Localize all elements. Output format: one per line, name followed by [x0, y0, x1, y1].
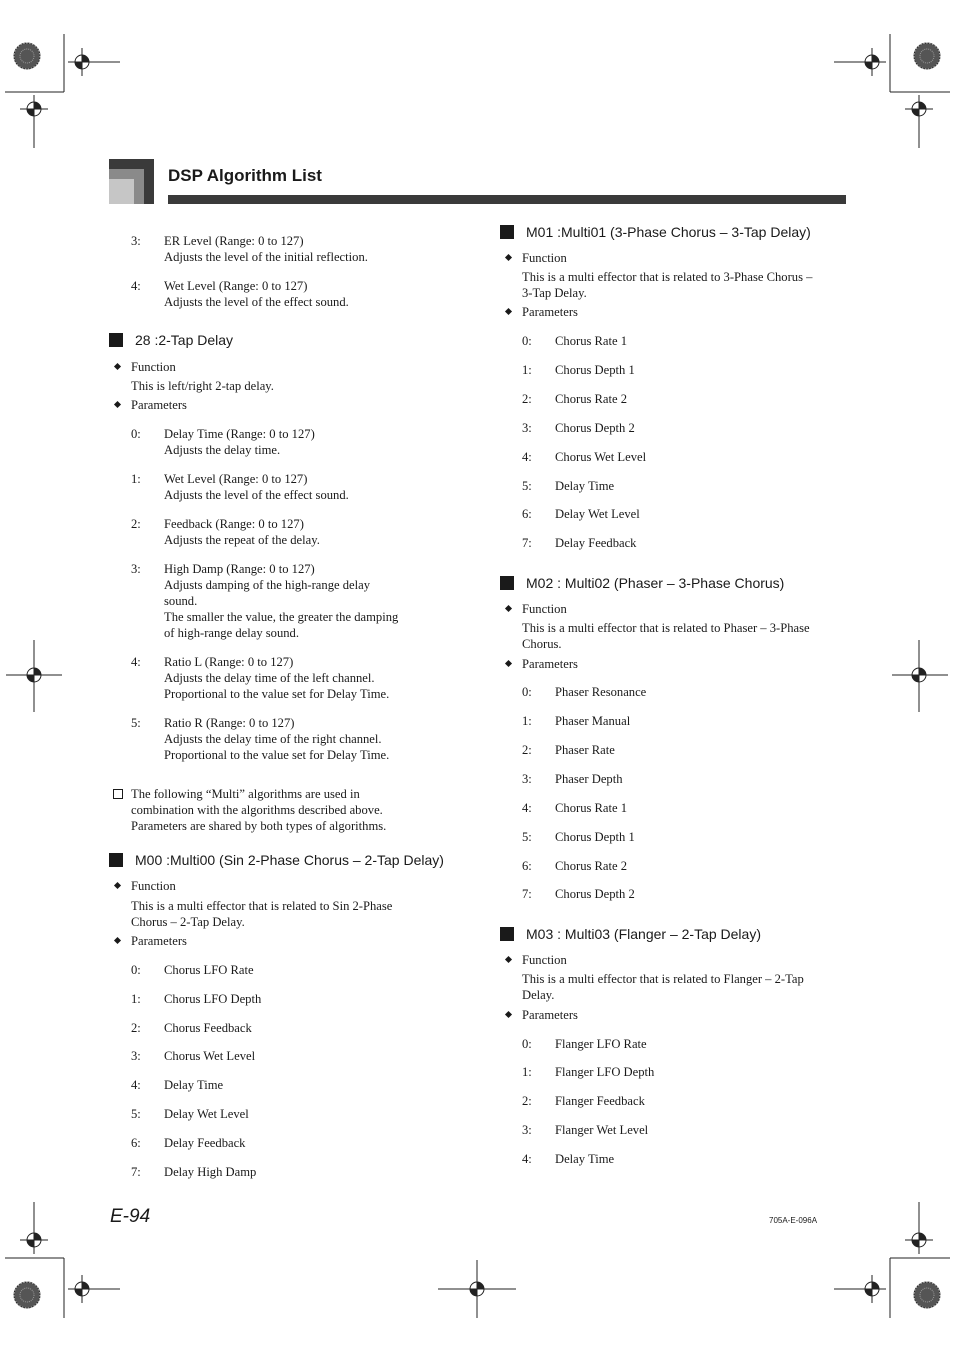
registration-target-icon — [858, 48, 886, 76]
bullet-function: Function — [131, 878, 176, 894]
function-text: This is a multi effector that is related to 3-Phase Chorus – 3-Tap Delay. — [522, 270, 813, 300]
function-text: This is left/right 2-tap delay. — [131, 379, 274, 393]
document-code: 705A-E-096A — [769, 1216, 818, 1225]
bullet-function: Function — [522, 601, 567, 617]
bullet-function: Function — [131, 359, 176, 375]
section-heading: M03 : Multi03 (Flanger – 2-Tap Delay) — [500, 926, 761, 942]
registration-target-icon — [905, 1226, 933, 1254]
bullet-parameters: Parameters — [131, 933, 187, 949]
function-text: This is a multi effector that is related to Flanger – 2-Tap Delay. — [522, 972, 804, 1002]
registration-wheel-icon — [14, 43, 40, 69]
registration-target-icon — [20, 1226, 48, 1254]
function-text: This is a multi effector that is related to Phaser – 3-Phase Chorus. — [522, 621, 810, 651]
registration-wheel-icon — [14, 1282, 40, 1308]
bullet-function: Function — [522, 250, 567, 266]
section-heading: M01 :Multi01 (3-Phase Chorus – 3-Tap Delay) — [500, 224, 811, 240]
bullet-parameters: Parameters — [522, 656, 578, 672]
section-heading: 28 :2-Tap Delay — [109, 332, 233, 348]
registration-target-icon — [858, 1275, 886, 1303]
function-text: This is a multi effector that is related to Sin 2-Phase Chorus – 2-Tap Delay. — [131, 899, 393, 929]
registration-target-icon — [20, 95, 48, 123]
bullet-parameters: Parameters — [522, 304, 578, 320]
registration-target-icon — [68, 1275, 96, 1303]
page-title: DSP Algorithm List — [168, 166, 322, 185]
note-block: The following “Multi” algorithms are used in combination with the algorithms described above. Parameters are shared by both types of algorithms. — [131, 786, 386, 834]
section-heading: M00 :Multi00 (Sin 2-Phase Chorus – 2-Tap Delay) — [109, 852, 444, 868]
bullet-parameters: Parameters — [522, 1007, 578, 1023]
section-heading: M02 : Multi02 (Phaser – 3-Phase Chorus) — [500, 575, 784, 591]
bullet-parameters: Parameters — [131, 397, 187, 413]
page-number: E-94 — [110, 1206, 151, 1227]
registration-target-icon — [68, 48, 96, 76]
registration-wheel-icon — [914, 43, 940, 69]
bullet-function: Function — [522, 952, 567, 968]
registration-target-icon — [905, 95, 933, 123]
registration-wheel-icon — [914, 1282, 940, 1308]
